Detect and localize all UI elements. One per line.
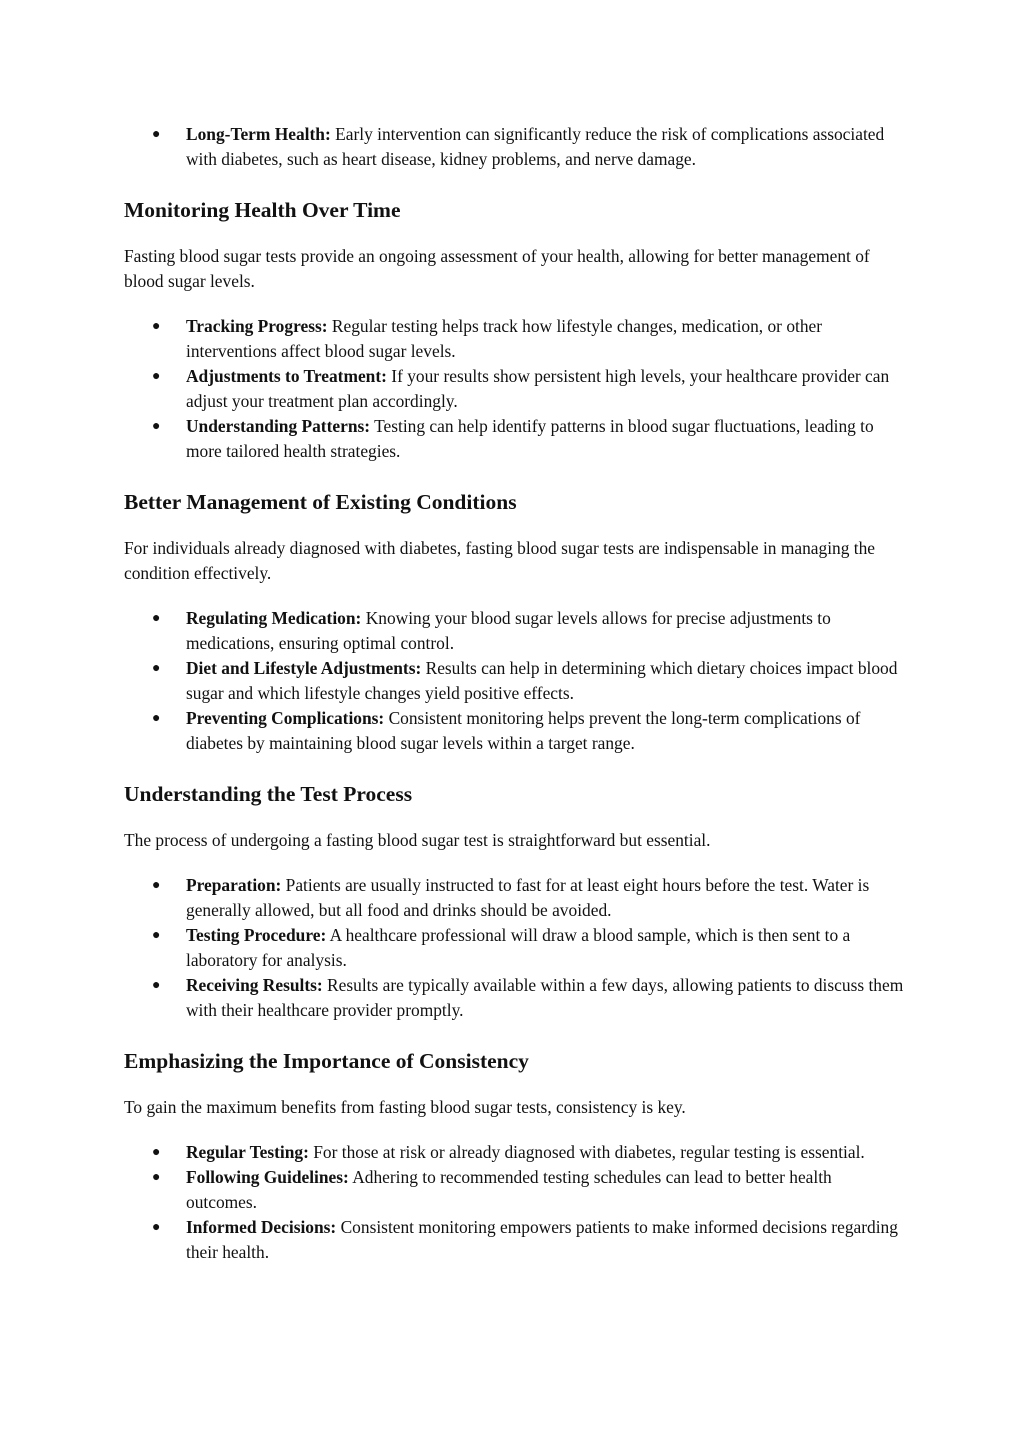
bullet-icon: ● (152, 319, 161, 334)
bullet-icon: ● (152, 1170, 161, 1185)
list-item (124, 873, 904, 923)
item-text: Consistent monitoring empowers patients to make informed decisions regarding their health. (186, 1217, 898, 1262)
item-text: A healthcare professional will draw a blood sample, which is then sent to a laboratory for analysis. (186, 925, 851, 970)
item-term: Preparation: (186, 875, 282, 895)
list-item (124, 364, 904, 414)
item-term: Receiving Results: (186, 975, 323, 995)
item-term: Long-Term Health: (186, 124, 331, 144)
list-item (124, 706, 904, 756)
item-text: Consistent monitoring helps prevent the long-term complications of diabetes by maintaining blood sugar levels within a target range. (186, 708, 861, 753)
list-item (124, 1215, 904, 1265)
section-bullet-list (124, 314, 904, 464)
list-item (124, 923, 904, 973)
list-item (124, 1140, 904, 1165)
section-intro: For individuals already diagnosed with diabetes, fasting blood sugar tests are indispensable in managing the condition effectively. (124, 538, 876, 583)
item-term: Adjustments to Treatment: (186, 366, 387, 386)
bullet-icon: ● (152, 611, 161, 626)
document-page (124, 122, 904, 1265)
list-item (124, 973, 904, 1023)
bullet-icon: ● (152, 711, 161, 726)
bullet-icon: ● (152, 1220, 161, 1235)
item-term: Preventing Complications: (186, 708, 385, 728)
item-text: If your results show persistent high levels, your healthcare provider can adjust your treatment plan accordingly. (186, 366, 890, 411)
item-text: Knowing your blood sugar levels allows for precise adjustments to medications, ensuring optimal control. (186, 608, 831, 653)
section-consistency (124, 1047, 904, 1265)
bullet-icon: ● (152, 1145, 161, 1160)
list-item (124, 414, 904, 464)
section-heading: Better Management of Existing Conditions (124, 490, 517, 514)
item-text: Early intervention can significantly reduce the risk of complications associated with diabetes, such as heart disease, kidney problems, and nerve damage. (186, 124, 885, 169)
list-item (124, 656, 904, 706)
section-better-management (124, 488, 904, 756)
top-bullet-list (124, 122, 904, 172)
list-item (124, 606, 904, 656)
item-text: Adhering to recommended testing schedules can lead to better health outcomes. (186, 1167, 832, 1212)
section-bullet-list (124, 606, 904, 756)
item-text: Regular testing helps track how lifestyle changes, medication, or other interventions affect blood sugar levels. (186, 316, 823, 361)
item-text: For those at risk or already diagnosed with diabetes, regular testing is essential. (308, 1142, 865, 1162)
section-bullet-list (124, 1140, 904, 1265)
bullet-icon: ● (152, 419, 161, 434)
item-text: Testing can help identify patterns in blood sugar fluctuations, leading to more tailored health strategies. (186, 416, 874, 461)
item-term: Testing Procedure: (186, 925, 327, 945)
section-monitoring-health (124, 196, 904, 464)
section-heading: Monitoring Health Over Time (124, 198, 401, 222)
item-text: Results are typically available within a few days, allowing patients to discuss them with their healthcare provider promptly. (186, 975, 904, 1020)
section-test-process (124, 780, 904, 1023)
section-heading: Emphasizing the Importance of Consistency (124, 1049, 529, 1073)
item-term: Understanding Patterns: (186, 416, 371, 436)
bullet-icon: ● (152, 978, 161, 993)
item-text: Results can help in determining which dietary choices impact blood sugar and which lifestyle changes yield positive effects. (186, 658, 898, 703)
bullet-icon: ● (152, 127, 161, 142)
section-intro: Fasting blood sugar tests provide an ongoing assessment of your health, allowing for better management of blood sugar levels. (124, 246, 870, 291)
bullet-icon: ● (152, 878, 161, 893)
section-intro: To gain the maximum benefits from fasting blood sugar tests, consistency is key. (124, 1097, 686, 1117)
bullet-icon: ● (152, 661, 161, 676)
section-intro: The process of undergoing a fasting blood sugar test is straightforward but essential. (124, 830, 711, 850)
section-heading: Understanding the Test Process (124, 782, 413, 806)
bullet-icon: ● (152, 369, 161, 384)
item-term: Regular Testing: (186, 1142, 309, 1162)
list-item (124, 314, 904, 364)
list-item (124, 122, 904, 172)
item-term: Diet and Lifestyle Adjustments: (186, 658, 422, 678)
section-bullet-list (124, 873, 904, 1023)
item-text: Patients are usually instructed to fast for at least eight hours before the test. Water is generally allowed, but all food and drinks should be avoided. (186, 875, 870, 920)
list-item (124, 1165, 904, 1215)
item-term: Following Guidelines: (186, 1167, 349, 1187)
bullet-icon: ● (152, 928, 161, 943)
item-term: Informed Decisions: (186, 1217, 337, 1237)
item-term: Regulating Medication: (186, 608, 362, 628)
item-term: Tracking Progress: (186, 316, 328, 336)
